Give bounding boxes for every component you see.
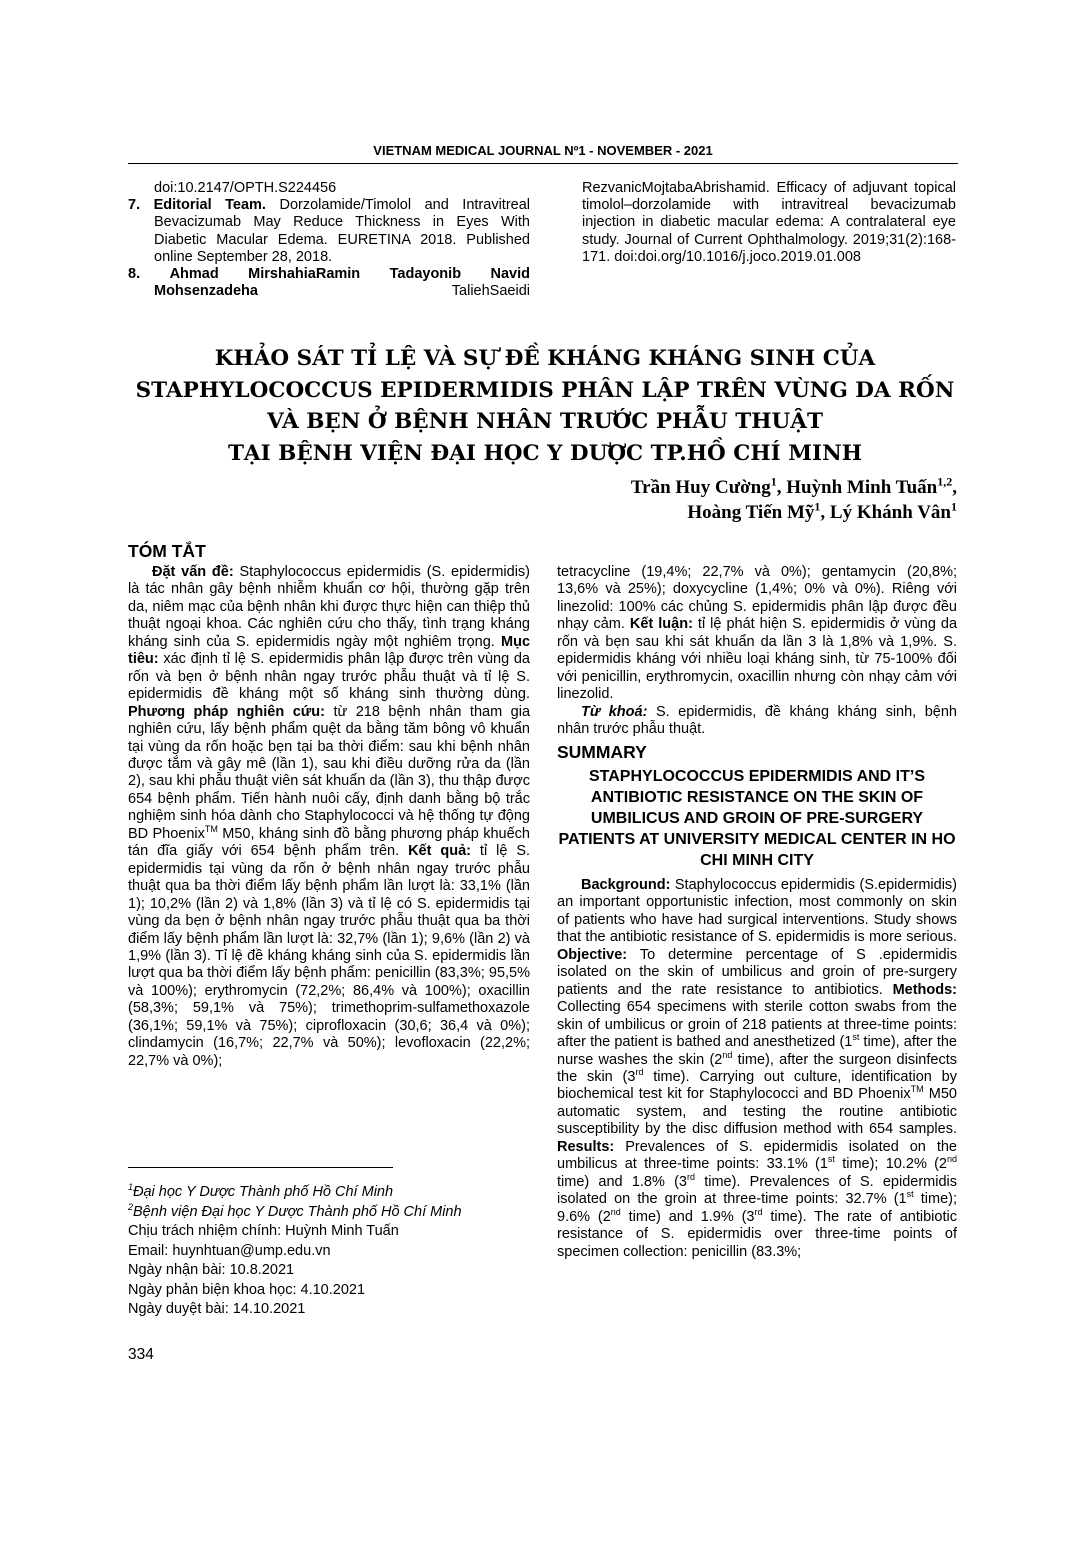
- label-background: Đặt vấn đề:: [152, 564, 234, 580]
- author-affiliation: 1: [814, 499, 821, 514]
- abstract-paragraph: [128, 564, 530, 1070]
- footnotes: [128, 1183, 528, 1320]
- label-keywords: Từ khoá:: [581, 703, 648, 720]
- reference-text: Dorzolamide/Timolol and Intravitreal Bevacizumab May Reduce Thickness in Eyes With Diabetic Macular Edema. EURETINA 2018. Published online September 28, 2018.: [154, 197, 531, 265]
- text-methods-en: time), after the nurse washes the skin (2: [557, 1034, 957, 1068]
- summary-heading: SUMMARY: [557, 742, 647, 762]
- text-results-en: Prevalences of S. epidermidis isolated on the umbilicus at three-time points: 33.1% (1: [557, 1138, 957, 1173]
- label-results-en: Results:: [557, 1138, 615, 1155]
- reference-doi: doi:10.2147/OPTH.S224456: [154, 180, 337, 196]
- text-results: tỉ lệ S. epidermidis tại vùng da rốn ở bệnh nhân ngay trước phẫu thuật qua ba thời điểm lấy bệnh phẩm lần lượt là: 33,1% (lần 1); 10,2% (lần 2) và 1,8% (lần 3) và tỉ lệ có S. epidermidis tại vùng da bẹn ở bệnh nhân ngay trước phẫu thuật qua ba thời điểm lấy bệnh phẩm lần lượt là: 32,7% (lần 1); 9,6% (lần 2) và 1,9% (lần 3). Tỉ lệ đề kháng kháng sinh của S. epidermidis lần lượt qua ba thời điểm lấy bệnh phẩm: penicillin (83,3%; 95,5% và 100%); erythromycin (72,2%; 86,4% và 100%); oxacillin (58,3%; 59,1% và 75%); trimethoprim-sulfamethoxazole (36,1%; 59,1% và 75%); ciprofloxacin (30,6; 36,4 và 0%); clindamycin (16,7%; 22,7% và 50%); levofloxacin (22,2%; 22,7% và 0%);: [128, 843, 531, 1069]
- text-objective-en: To determine percentage of S .epidermidis isolated on the skin of umbilicus and groin of pre-surgery patients and the rate resistance to antibiotics.: [557, 946, 957, 998]
- text-keywords: S. epidermidis, đề kháng kháng sinh, bệnh nhân trước phẫu thuật.: [557, 703, 957, 738]
- author-affiliation: 1: [770, 474, 777, 489]
- accepted-date: Ngày duyệt bài: 14.10.2021: [128, 1301, 306, 1317]
- author-name: Hoàng Tiến Mỹ: [687, 501, 815, 523]
- label-results: Kết quả:: [408, 843, 471, 860]
- text-results-en: time); 10.2% (2: [834, 1156, 947, 1173]
- ordinal: rd: [635, 1067, 644, 1078]
- label-methods-en: Methods:: [892, 981, 957, 998]
- received-date: Ngày nhận bài: 10.8.2021: [128, 1262, 295, 1278]
- summary-body: [557, 877, 957, 1261]
- abstract-vi-continued: [557, 564, 957, 739]
- text-results-en: time) and 1.9% (3: [620, 1208, 755, 1225]
- text-results-en: time). The rate of antibiotic resistance of S. epidermidis over three-time points of specimen collection: penicillin (83.3%;: [557, 1208, 957, 1260]
- reference-number: 7.: [128, 197, 141, 214]
- abstract-heading: TÓM TẮT: [128, 541, 206, 561]
- text-results-en: time) and 1.8% (3: [557, 1173, 687, 1190]
- ordinal: rd: [686, 1171, 695, 1182]
- summary-paragraph: [557, 877, 957, 1261]
- abstract-paragraph: [557, 564, 957, 704]
- ordinal: nd: [947, 1154, 958, 1165]
- label-background-en: Background:: [581, 877, 671, 893]
- trademark: TM: [910, 1084, 924, 1095]
- text-methods-en: time). Carrying out culture, identification by biochemical test kit for Staphylococci and BD Phoenix: [557, 1068, 957, 1103]
- reference-7: [128, 197, 530, 266]
- ordinal: rd: [754, 1206, 763, 1217]
- text-methods-en: M50 automatic system, and testing the routine antibiotic susceptibility by the disc diffusion method with 654 samples.: [557, 1086, 957, 1138]
- footnote-rule: [128, 1167, 393, 1168]
- reference-text: TaliehSaeidi: [451, 283, 530, 300]
- reviewed-date: Ngày phản biện khoa học: 4.10.2021: [128, 1281, 366, 1298]
- label-objective-en: Objective:: [557, 946, 628, 963]
- affiliation-marker: 2: [128, 1201, 134, 1212]
- corresponding-author: Chịu trách nhiệm chính: Huỳnh Minh Tuấn: [128, 1223, 399, 1239]
- text-results-en: time); 9.6% (2: [557, 1191, 958, 1225]
- text-methods-en: time), after the surgeon disinfects the skin (3: [557, 1051, 957, 1085]
- references-right: [582, 180, 956, 266]
- affiliation-marker: 1: [128, 1182, 134, 1193]
- email: Email: huynhtuan@ump.edu.vn: [128, 1242, 331, 1259]
- author-name: Lý Khánh Vân: [829, 501, 951, 523]
- ordinal: nd: [610, 1206, 621, 1217]
- references-left: [128, 180, 530, 300]
- author-affiliation: 1,2: [937, 474, 953, 489]
- text-methods-end: M50, kháng sinh đồ bằng phương pháp khuếch tán đĩa giấy với 654 bệnh phẩm trên.: [128, 825, 530, 860]
- text-results-en: time). Prevalences of S. epidermidis isolated on the groin at three-time points: 32.7% (1: [557, 1173, 957, 1208]
- reference-8: [128, 266, 530, 300]
- text-results-continued: tetracycline (19,4%; 22,7% và 0%); gentamycin (20,8%; 13,6% và 25%); doxycycline (1,4%; 0% và 0%). Riêng với linezolid: 100% các chủng S. epidermidis phân lập được đều nhạy cảm.: [557, 564, 957, 633]
- text-conclusion: tỉ lệ phát hiện S. epidermidis ở vùng da rốn và bẹn sau khi sát khuẩn da lần 3 là 1,8% và 1,9%. S. epidermidis kháng với nhiều loại kháng sinh, từ 75-100% đối với penicillin, erythromycin, oxacillin nhưng còn nhạy cảm với linezolid.: [557, 616, 958, 703]
- ordinal: st: [827, 1154, 835, 1165]
- ordinal: st: [852, 1032, 860, 1043]
- trademark: TM: [204, 823, 218, 834]
- ordinal: nd: [722, 1049, 733, 1060]
- author-name: Huỳnh Minh Tuấn: [786, 477, 938, 498]
- reference-authors: Editorial Team.: [153, 197, 266, 214]
- affiliation-text: Bệnh viện Đại học Y Dược Thành phố Hồ Chí Minh: [133, 1203, 462, 1220]
- title-line: TẠI BỆNH VIỆN ĐẠI HỌC Y DƯỢC TP.HỒ CHÍ MINH: [227, 440, 863, 466]
- reference-number: 8.: [128, 266, 141, 283]
- label-conclusion: Kết luận:: [629, 616, 693, 633]
- title-line: STAPHYLOCOCCUS EPIDERMIDIS PHÂN LẬP TRÊN VÙNG DA RỐN: [135, 377, 955, 403]
- affiliation-text: Đại học Y Dược Thành phố Hồ Chí Minh: [133, 1184, 394, 1200]
- text-background: Staphylococcus epidermidis (S. epidermidis) là tác nhân gây bệnh nhiễm khuẩn cơ hội, thường gặp trên da, niêm mạc của bệnh nhân khi được thực hiện can thiệp thủ thuật ngoại khoa. Các nghiên cứu cho thấy, tình trạng kháng kháng sinh của S. epidermidis ngày một nghiêm trọng.: [128, 564, 530, 650]
- label-objective: Mục tiêu:: [128, 633, 531, 668]
- text-methods-en: Collecting 654 specimens with sterile cotton swabs from the skin of umbilicus or groin of 218 patients at three-time points: after the patient is bathed and anesthetized (1: [557, 999, 957, 1051]
- affiliation-2: [128, 1203, 528, 1223]
- text-methods: từ 218 bệnh nhân tham gia nghiên cứu, lấy bệnh phẩm quệt da bằng tăm bông vô khuẩn tại vùng da rốn hoặc bẹn tại ba thời điểm: sau khi bệnh nhân được tắm và gây mê (lần 1), sau khi điều dưỡng rửa da (lần 2), sau khi phẫu thuật viên sát khuẩn da (lần 3), thu thập được 654 bệnh phẩm. Tiến hành nuôi cấy, định danh bằng bộ trắc nghiệm sinh hóa dành cho Staphylococci và hệ thống tự động BD Phoenix: [128, 703, 531, 842]
- label-methods: Phương pháp nghiên cứu:: [128, 703, 325, 720]
- reference-8-continued: RezvanicMojtabaAbrishamid. Efficacy of adjuvant topical timolol–dorzolamide with intravitreal bevacizumab injection in diabetic macular edema: A contralateral eye study. Journal of Current Ophthalmology. 2019;31(2):168-171. doi:doi.org/10.1016/j.joco.2019.01.008: [582, 180, 956, 265]
- keywords: [557, 704, 957, 739]
- affiliation-1: [128, 1183, 528, 1203]
- journal-header: VIETNAM MEDICAL JOURNAL Nº1 - NOVEMBER - 2021: [373, 143, 713, 158]
- text-objective: xác định tỉ lệ S. epidermidis phân lập được trên vùng da rốn và bẹn ở bệnh nhân ngay trước phẫu thuật và tỉ lệ S. epidermidis đề kháng một số kháng sinh thường dùng.: [128, 651, 530, 703]
- article-title: [110, 343, 980, 469]
- author-name: Trần Huy Cường: [630, 477, 771, 498]
- header-rule: [128, 163, 958, 164]
- abstract-vi-body: [128, 564, 530, 1070]
- author-list: Trần Huy Cường$^1$, Huỳnh Minh Tuấn$^{1,2}$, Hoàng Tiến Mỹ$^1$, Lý Khánh Vân$^1$: [630, 474, 957, 523]
- ordinal: st: [906, 1189, 914, 1200]
- title-line: VÀ BẸN Ở BỆNH NHÂN TRƯỚC PHẪU THUẬT: [267, 409, 823, 434]
- title-line: KHẢO SÁT TỈ LỆ VÀ SỰ ĐỀ KHÁNG KHÁNG SINH CỦA: [214, 346, 876, 371]
- page-number: 334: [128, 1346, 154, 1363]
- text-background-en: Staphylococcus epidermidis (S.epidermidis) an important opportunistic infection, most commonly on skin of patients who have had surgical interventions. Study shows that the antibiotic resistance of S. epidermidis is more serious.: [557, 877, 958, 946]
- reference-authors: Ahmad MirshahiaRamin Tadayonib Navid Mohsenzadeha: [154, 266, 530, 300]
- author-affiliation: 1: [951, 499, 957, 514]
- summary-title: STAPHYLOCOCCUS EPIDERMIDIS AND IT’S ANTIBIOTIC RESISTANCE ON THE SKIN OF UMBILICUS AND GROIN OF PRE-SURGERY PATIENTS AT UNIVERSITY MEDICAL CENTER IN HO CHI MINH CITY: [558, 768, 956, 869]
